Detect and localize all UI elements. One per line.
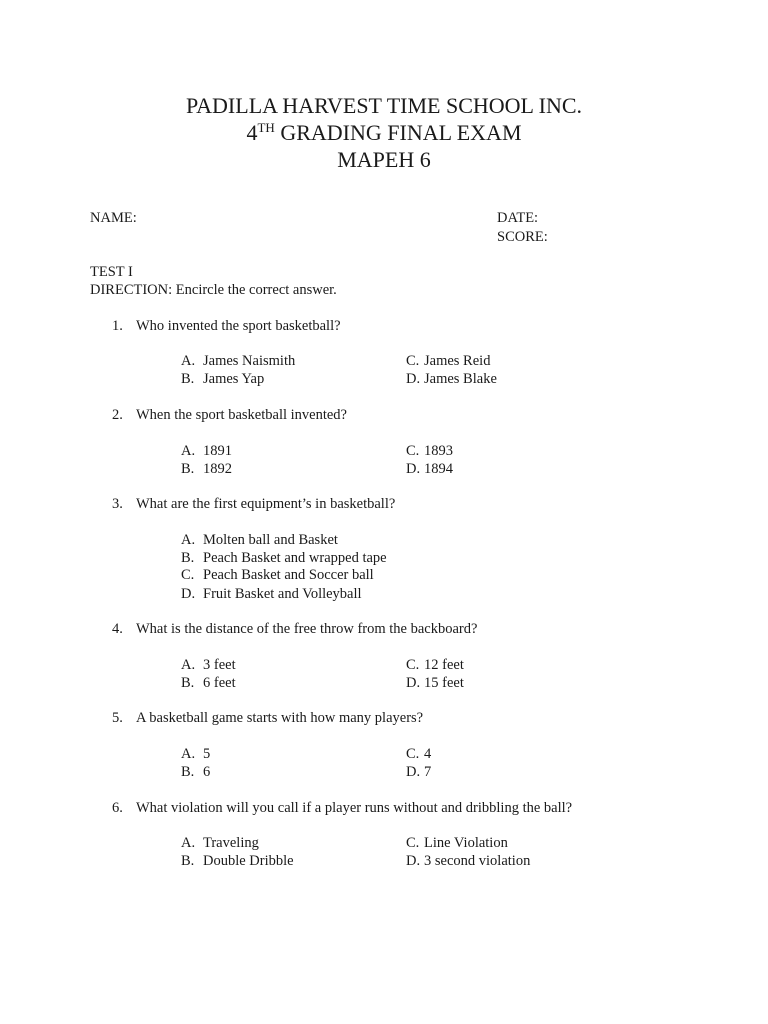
question-text: A basketball game starts with how many players? — [136, 710, 424, 726]
grading-number: 4 — [246, 120, 258, 145]
question-number: 2. — [112, 407, 123, 423]
option-text: Line Violation — [424, 835, 508, 851]
option-letter: C. — [406, 657, 420, 673]
question-text: What is the distance of the free throw from the backboard? — [136, 621, 478, 637]
option-text: 1894 — [424, 461, 453, 477]
test-direction: DIRECTION: Encircle the correct answer. — [90, 282, 337, 298]
question-text: Who invented the sport basketball? — [136, 318, 341, 334]
score-label: SCORE: — [497, 229, 548, 245]
option-text: Fruit Basket and Volleyball — [203, 586, 362, 602]
question-text: What are the first equipment’s in basketball? — [136, 496, 396, 512]
option-letter: C. — [181, 567, 195, 583]
question-number: 1. — [112, 318, 123, 334]
option-letter: B. — [181, 550, 195, 566]
option-letter: C. — [406, 746, 420, 762]
option-text: 1893 — [424, 443, 453, 459]
exam-header — [0, 92, 768, 173]
option-text: 4 — [424, 746, 432, 762]
option-letter: D. — [406, 675, 421, 691]
option-letter: A. — [181, 746, 196, 762]
option-letter: C. — [406, 835, 420, 851]
grading-text: GRADING FINAL EXAM — [274, 120, 522, 145]
option-text: Molten ball and Basket — [203, 532, 338, 548]
option-text: 12 feet — [424, 657, 464, 673]
option-text: 6 — [203, 764, 211, 780]
option-letter: A. — [181, 657, 196, 673]
option-letter: D. — [181, 586, 196, 602]
name-label: NAME: — [90, 210, 137, 226]
date-label: DATE: — [497, 210, 539, 226]
test-title: TEST I — [90, 264, 133, 280]
question-text: When the sport basketball invented? — [136, 407, 347, 423]
option-text: 6 feet — [203, 675, 236, 691]
option-letter: D. — [406, 461, 421, 477]
option-letter: C. — [406, 353, 420, 369]
option-text: Traveling — [203, 835, 259, 851]
option-letter: B. — [181, 853, 195, 869]
option-text: Peach Basket and Soccer ball — [203, 567, 374, 583]
option-text: 5 — [203, 746, 211, 762]
grading-title — [0, 119, 768, 146]
option-text: 3 feet — [203, 657, 236, 673]
option-letter: A. — [181, 353, 196, 369]
option-text: 15 feet — [424, 675, 464, 691]
question-number: 5. — [112, 710, 123, 726]
option-letter: B. — [181, 764, 195, 780]
option-text: James Reid — [424, 353, 491, 369]
option-text: Double Dribble — [203, 853, 294, 869]
grading-superscript: TH — [257, 120, 275, 135]
option-letter: B. — [181, 675, 195, 691]
option-text: Peach Basket and wrapped tape — [203, 550, 387, 566]
option-text: 7 — [424, 764, 432, 780]
option-letter: A. — [181, 443, 196, 459]
school-name: PADILLA HARVEST TIME SCHOOL INC. — [185, 93, 583, 118]
option-text: 1892 — [203, 461, 232, 477]
option-text: 1891 — [203, 443, 232, 459]
question-text: What violation will you call if a player runs without and dribbling the ball? — [136, 800, 573, 816]
option-text: James Blake — [424, 371, 497, 387]
question-number: 6. — [112, 800, 123, 816]
option-letter: A. — [181, 532, 196, 548]
subject-title: MAPEH 6 — [337, 147, 431, 172]
option-text: James Naismith — [203, 353, 296, 369]
option-letter: B. — [181, 461, 195, 477]
option-letter: D. — [406, 853, 421, 869]
option-letter: C. — [406, 443, 420, 459]
option-letter: D. — [406, 371, 421, 387]
option-letter: A. — [181, 835, 196, 851]
question-number: 4. — [112, 621, 123, 637]
question-number: 3. — [112, 496, 123, 512]
option-letter: D. — [406, 764, 421, 780]
option-text: James Yap — [203, 371, 265, 387]
option-text: 3 second violation — [424, 853, 531, 869]
option-letter: B. — [181, 371, 195, 387]
